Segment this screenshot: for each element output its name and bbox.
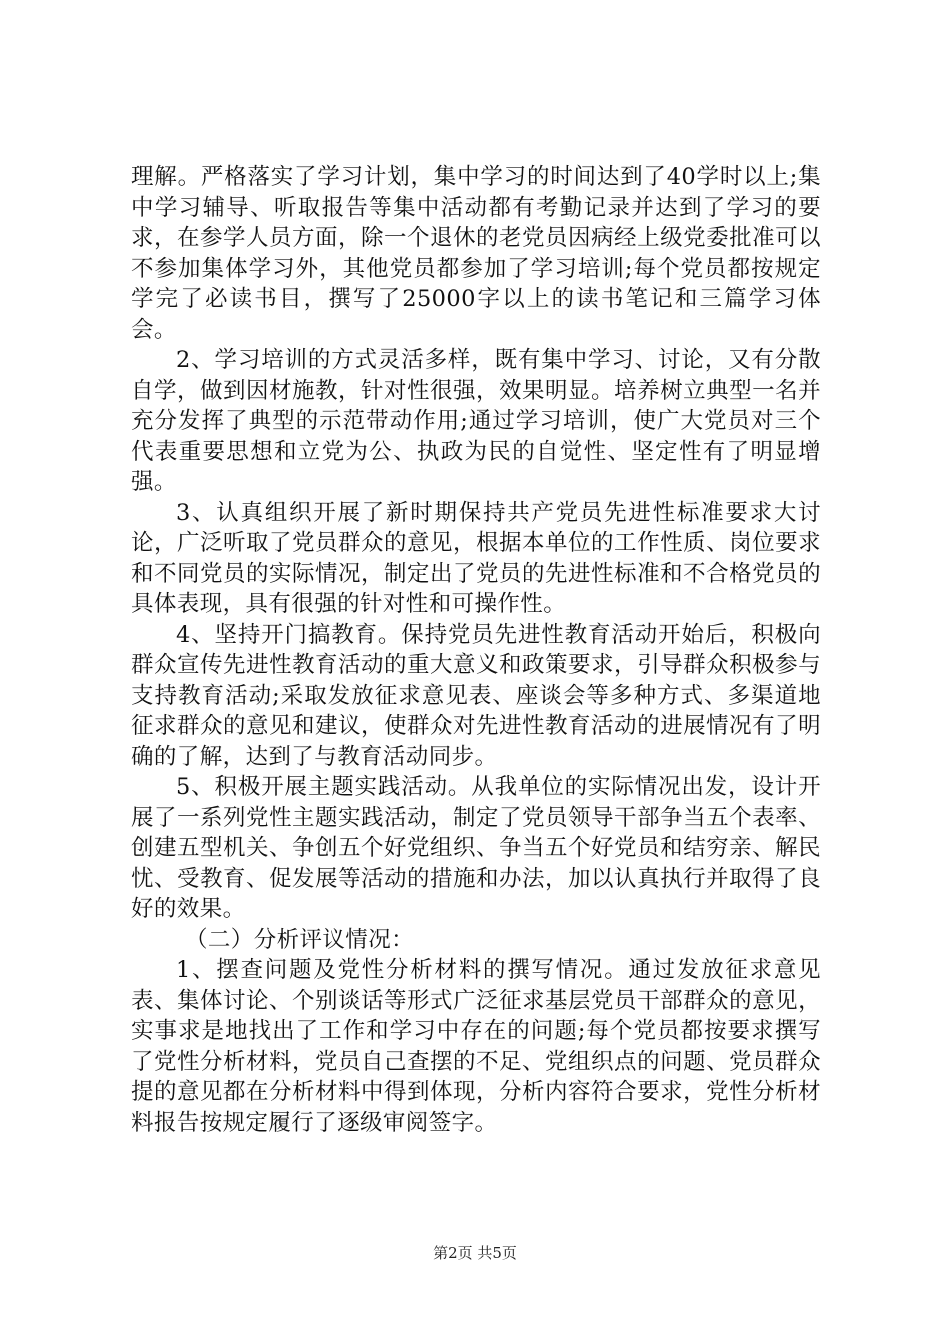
paragraph-analysis-1: 1、摆查问题及党性分析材料的撰写情况。通过发放征求意见表、集体讨论、个别谈话等形式广泛征求基层党员干部群众的意见，实事求是地找出了工作和学习中存在的问题;每个党员都按要求撰写了党性分析材料，党员自己查摆的不足、党组织点的问题、党员群众提的意见都在分析材料中得到体现，分析内容符合要求，党性分析材料报告按规定履行了逐级审阅签字。 [131,957,821,1136]
paragraph-item-2: 2、学习培训的方式灵活多样，既有集中学习、讨论，又有分散自学，做到因材施教，针对性很强，效果明显。培养树立典型一名并充分发挥了典型的示范带动作用;通过学习培训，使广大党员对三个代表重要思想和立党为公、执政为民的自觉性、坚定性有了明显增强。 [131,347,821,495]
page-number-footer: 第2页 共5页 [433,1244,517,1262]
document-body [131,162,821,1138]
paragraph-continuation: 理解。严格落实了学习计划，集中学习的时间达到了40学时以上;集中学习辅导、听取报告等集中活动都有考勤记录并达到了学习的要求，在参学人员方面，除一个退休的老党员因病经上级党委批准可以不参加集体学习外，其他党员都参加了学习培训;每个党员都按规定学完了必读书目，撰写了25000字以上的读书笔记和三篇学习体会。 [131,164,821,343]
paragraph-item-5: 5、积极开展主题实践活动。从我单位的实际情况出发，设计开展了一系列党性主题实践活动，制定了党员领导干部争当五个表率、创建五型机关、争创五个好党组织、争当五个好党员和结穷亲、解民忧、受教育、促发展等活动的措施和办法，加以认真执行并取得了良好的效果。 [131,774,821,922]
section-heading: （二）分析评议情况： [185,926,415,953]
paragraph-item-3: 3、认真组织开展了新时期保持共产党员先进性标准要求大讨论，广泛听取了党员群众的意见，根据本单位的工作性质、岗位要求和不同党员的实际情况，制定出了党员的先进性标准和不合格党员的具体表现，具有很强的针对性和可操作性。 [131,499,821,617]
paragraph-item-4: 4、坚持开门搞教育。保持党员先进性教育活动开始后，积极向群众宣传先进性教育活动的重大意义和政策要求，引导群众积极参与支持教育活动;采取发放征求意见表、座谈会等多种方式、多渠道地征求群众的意见和建议，使群众对先进性教育活动的进展情况有了明确的了解，达到了与教育活动同步。 [131,621,821,770]
